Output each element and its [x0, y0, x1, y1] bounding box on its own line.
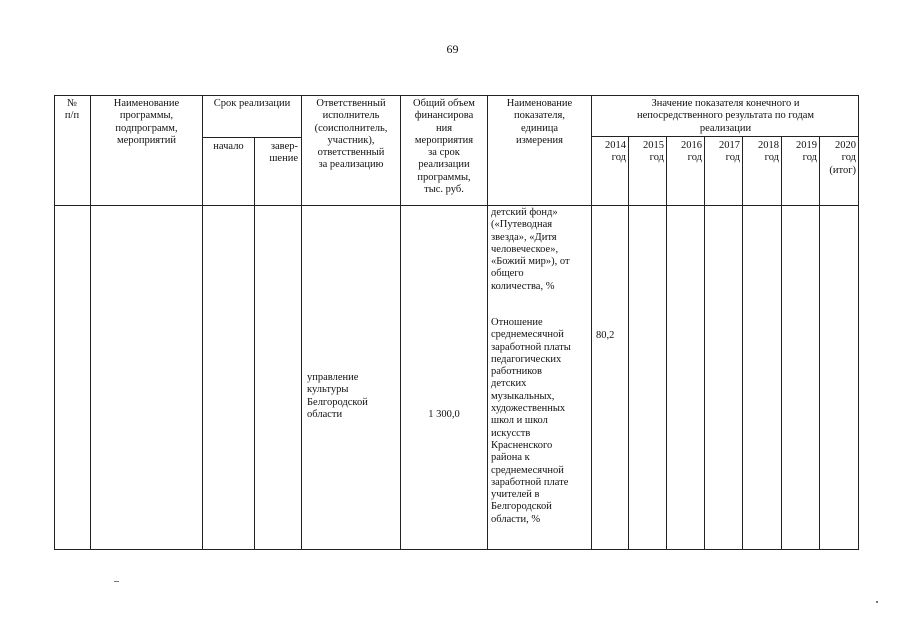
header-year-2016: 2016 год — [681, 140, 702, 164]
header-indicator: Наименование показателя, единица измерения — [506, 98, 573, 146]
cell-executor: управление культуры Белгородской области — [307, 372, 368, 420]
scan-speck — [876, 601, 878, 603]
cell-indicator-next: Отношение среднемесячной заработной платы педагогических работников детских музыкальных, художественных школ и школ искусств Красненского района к среднемесячной заработной плате учителей в Белгородской области, % — [491, 317, 571, 525]
header-period: Срок реализации — [213, 98, 291, 109]
header-funding: Общий объем финансирова ния мероприятия за срок реализации программы, тыс. руб. — [413, 98, 475, 196]
page-number: 69 — [446, 42, 459, 56]
header-year-2019: 2019 год — [796, 140, 817, 164]
header-period-end: завер- шение — [269, 141, 298, 165]
header-values-title: Значение показателя конечного и непосредственного результата по годам реализации — [636, 98, 815, 134]
cell-value-2014: 80,2 — [596, 330, 615, 341]
header-name: Наименование программы, подпрограмм, мероприятий — [113, 98, 180, 146]
program-table — [54, 95, 859, 550]
header-year-2018: 2018 год — [758, 140, 779, 164]
header-year-2014: 2014 год — [605, 140, 626, 164]
header-year-2017: 2017 год — [719, 140, 740, 164]
cell-funding: 1 300,0 — [428, 409, 460, 420]
header-num: № п/п — [64, 98, 80, 122]
cell-indicator-continued: детский фонд» («Путеводная звезда», «Дитя человеческое», «Божий мир»), от общего количества, % — [491, 207, 570, 292]
header-period-start: начало — [213, 141, 244, 152]
scan-speck — [114, 581, 119, 582]
header-year-2015: 2015 год — [643, 140, 664, 164]
header-year-2020: 2020 год (итог) — [829, 140, 856, 176]
header-executor: Ответственный исполнитель (соисполнитель, участник), ответственный за реализацию — [314, 98, 388, 171]
